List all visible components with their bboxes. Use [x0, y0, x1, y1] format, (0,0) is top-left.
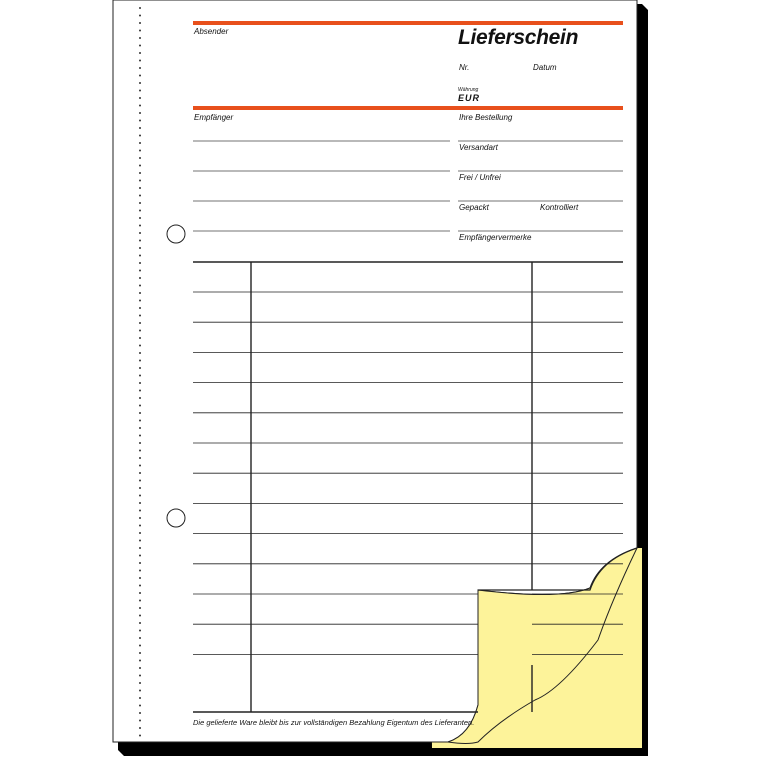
perforation-dot	[139, 630, 141, 632]
perforation-dot	[139, 412, 141, 414]
shipping-label: Versandart	[459, 143, 498, 152]
perforation-dot	[139, 660, 141, 662]
perforation-dot	[139, 300, 141, 302]
perforation-dot	[139, 337, 141, 339]
perforation-dot	[139, 600, 141, 602]
perforation-dot	[139, 262, 141, 264]
accent-bar-top	[193, 21, 623, 25]
perforation-dot	[139, 307, 141, 309]
perforation-dot	[139, 682, 141, 684]
perforation-dot	[139, 30, 141, 32]
recipient-label: Empfänger	[194, 113, 234, 122]
perforation-dot	[139, 525, 141, 527]
perforation-dot	[139, 502, 141, 504]
perforation-dot	[139, 180, 141, 182]
perforation-dot	[139, 157, 141, 159]
perforation-dot	[139, 667, 141, 669]
perforation-dot	[139, 127, 141, 129]
perforation-dot	[139, 270, 141, 272]
currency-caption: Währung	[458, 87, 479, 93]
perforation-dot	[139, 67, 141, 69]
perforation-dot	[139, 247, 141, 249]
perforation-dot	[139, 195, 141, 197]
perforation-dot	[139, 615, 141, 617]
perforation-dot	[139, 315, 141, 317]
perforation-dot	[139, 37, 141, 39]
perforation-dot	[139, 705, 141, 707]
perforation-dot	[139, 690, 141, 692]
perforation-dot	[139, 60, 141, 62]
perforation-dot	[139, 45, 141, 47]
perforation-dot	[139, 150, 141, 152]
perforation-dot	[139, 652, 141, 654]
retention-of-title-note: Die gelieferte Ware bleibt bis zur vollständigen Bezahlung Eigentum des Lieferanten.	[193, 718, 475, 727]
number-label: Nr.	[459, 63, 470, 72]
perforation-dot	[139, 720, 141, 722]
perforation-dot	[139, 570, 141, 572]
order-label: Ihre Bestellung	[459, 113, 513, 122]
checked-label: Kontrolliert	[540, 203, 579, 212]
punch-hole-bottom	[167, 509, 185, 527]
perforation-dot	[139, 712, 141, 714]
perforation-dot	[139, 352, 141, 354]
perforation-dot	[139, 457, 141, 459]
sender-label: Absender	[194, 27, 229, 36]
perforation-dot	[139, 210, 141, 212]
perforation-dot	[139, 165, 141, 167]
perforation-dot	[139, 202, 141, 204]
perforation-dot	[139, 90, 141, 92]
perforation-dot	[139, 82, 141, 84]
document-title: Lieferschein	[458, 26, 579, 49]
perforation-dot	[139, 427, 141, 429]
perforation-dot	[139, 255, 141, 257]
perforation-dot	[139, 480, 141, 482]
perforation-dot	[139, 607, 141, 609]
perforation-dot	[139, 645, 141, 647]
perforation-dot	[139, 577, 141, 579]
perforation-dot	[139, 240, 141, 242]
perforation-dot	[139, 15, 141, 17]
perforation-dot	[139, 390, 141, 392]
perforation-dot	[139, 345, 141, 347]
perforation-dot	[139, 187, 141, 189]
perforation-dot	[139, 450, 141, 452]
perforation-dot	[139, 562, 141, 564]
packed-label: Gepackt	[459, 203, 489, 212]
perforation-dot	[139, 112, 141, 114]
perforation-dot	[139, 495, 141, 497]
perforation-dot	[139, 360, 141, 362]
perforation-dot	[139, 217, 141, 219]
perforation-dot	[139, 585, 141, 587]
date-label: Datum	[533, 63, 557, 72]
perforation-dot	[139, 172, 141, 174]
perforation-dot	[139, 285, 141, 287]
perforation-dot	[139, 52, 141, 54]
perforation-dot	[139, 532, 141, 534]
perforation-dot	[139, 405, 141, 407]
perforation-dot	[139, 675, 141, 677]
perforation-dot	[139, 120, 141, 122]
perforation-dot	[139, 322, 141, 324]
perforation-dot	[139, 637, 141, 639]
perforation-dot	[139, 510, 141, 512]
perforation-dot	[139, 105, 141, 107]
perforation-dot	[139, 472, 141, 474]
perforation-dot	[139, 97, 141, 99]
perforation-dot	[139, 435, 141, 437]
perforation-dot	[139, 517, 141, 519]
accent-bar-middle	[193, 106, 623, 110]
perforation-dot	[139, 420, 141, 422]
perforation-dot	[139, 135, 141, 137]
perforation-dot	[139, 292, 141, 294]
perforation-dot	[139, 547, 141, 549]
currency-value: EUR	[458, 93, 481, 103]
perforation-dot	[139, 75, 141, 77]
perforation-dot	[139, 232, 141, 234]
perforation-dot	[139, 727, 141, 729]
perforation-dot	[139, 735, 141, 737]
recipient-notes-label: Empfängervermerke	[459, 233, 532, 242]
perforation-dot	[139, 142, 141, 144]
perforation-dot	[139, 367, 141, 369]
perforation-dot	[139, 382, 141, 384]
perforation-dot	[139, 697, 141, 699]
perforation-dot	[139, 397, 141, 399]
perforation-dot	[139, 375, 141, 377]
perforation-dot	[139, 442, 141, 444]
perforation-dot	[139, 277, 141, 279]
perforation-dot	[139, 555, 141, 557]
punch-hole-top	[167, 225, 185, 243]
freight-label: Frei / Unfrei	[459, 173, 501, 182]
perforation-dot	[139, 7, 141, 9]
perforation-dot	[139, 22, 141, 24]
perforation-dot	[139, 487, 141, 489]
perforation-dot	[139, 592, 141, 594]
perforation-dot	[139, 330, 141, 332]
perforation-dot	[139, 225, 141, 227]
perforation-dot	[139, 465, 141, 467]
perforation-dot	[139, 622, 141, 624]
perforation-dot	[139, 540, 141, 542]
